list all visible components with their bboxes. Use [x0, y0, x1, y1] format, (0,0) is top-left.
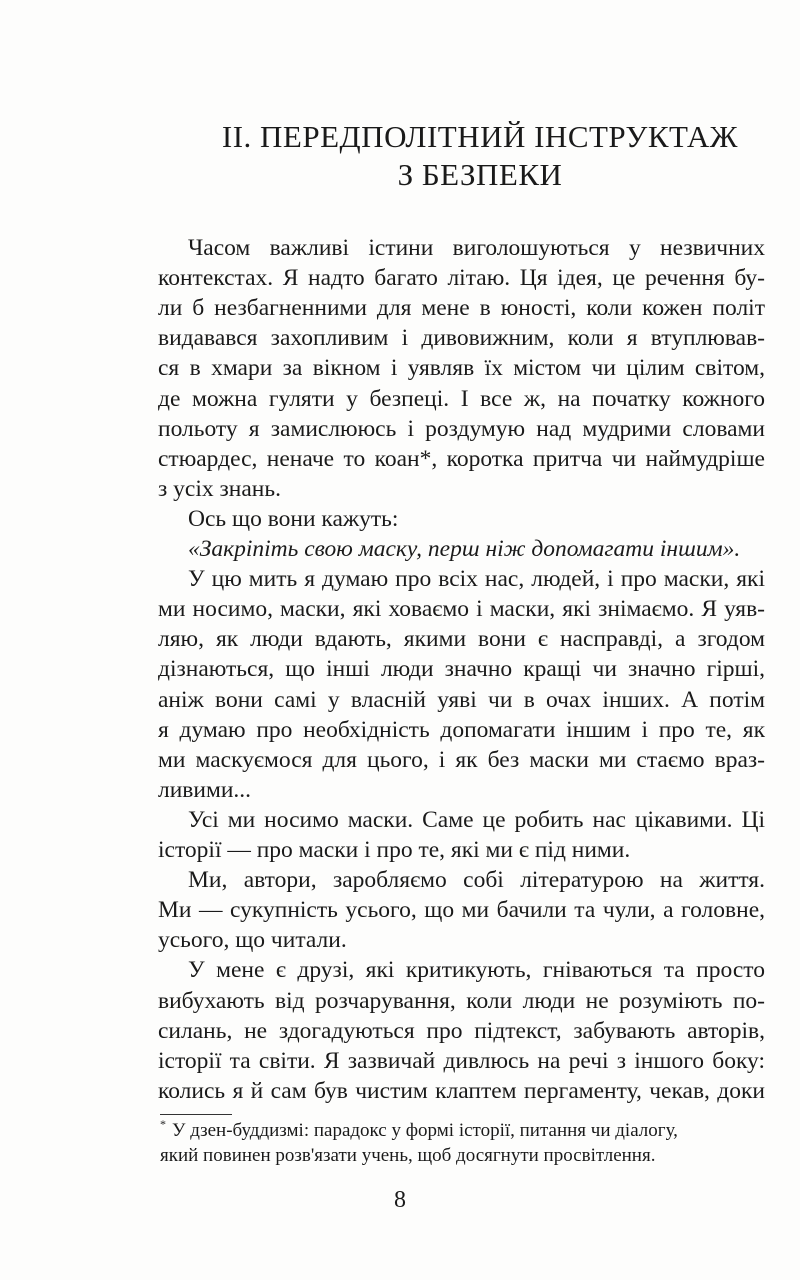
text-line-content: вибухають від розчарування, коли люди не розуміють по- [158, 987, 765, 1014]
text-line [158, 836, 765, 864]
footnote-line [160, 1145, 765, 1167]
text-line-content: Ми, автори, заробляємо собі літературою на життя. [188, 867, 765, 894]
text-line [158, 234, 765, 262]
footnote-text: У дзен-буддизмі: парадокс у формі історії, питання чи діалогу, [172, 1120, 678, 1141]
text-line-content: «Закріпіть свою маску, перш ніж допомагати іншим». [188, 536, 741, 562]
text-line-content: Ми — сукупність усього, що ми бачили та чули, а головне, [158, 897, 765, 924]
text-line-content: польоту я замислююсь і роздумую над мудрими словами [158, 415, 765, 442]
text-line [158, 1077, 765, 1105]
footnote-divider [160, 1114, 232, 1115]
text-line [158, 746, 765, 774]
text-line-content: ливими... [158, 776, 252, 803]
text-line-content: я думаю про необхідність допомагати іншим і про те, як [158, 716, 765, 743]
text-line-content: колись я й сам був чистим клаптем пергаменту, чекав, доки [158, 1077, 765, 1104]
text-line-content: ми маскуємося для цього, і як без маски ми стаємо враз- [158, 746, 765, 773]
text-line [158, 655, 765, 683]
text-line [158, 896, 765, 924]
text-line-content: У мене є друзі, які критикують, гніваються та просто [188, 957, 765, 984]
text-line [158, 415, 765, 443]
text-line [158, 354, 765, 382]
text-line [158, 806, 765, 834]
text-line [158, 987, 765, 1015]
text-line-content: аніж вони самі у власній уяві чи в очах інших. А потім [158, 686, 765, 713]
text-line-content: історії — про маски і про те, які ми є під ними. [158, 837, 631, 863]
text-line [158, 565, 765, 593]
page-number: 8 [394, 1187, 406, 1213]
chapter-title-line-1: II. ПЕРЕДПОЛІТНИЙ ІНСТРУКТАЖ [221, 119, 739, 154]
text-line-content: історії та світи. Я зазвичай дивлюсь на речі з іншого боку: [158, 1047, 765, 1074]
text-line [158, 535, 765, 563]
text-line-content: ся в хмари за вікном і уявляв їх містом чи цілим світом, [158, 355, 765, 382]
text-line-content: ли б незбагненними для мене в юності, коли кожен політ [158, 295, 765, 322]
text-line [158, 776, 765, 804]
text-line-content: усього, що читали. [158, 927, 347, 954]
text-line [158, 866, 765, 894]
text-line-content: контекстах. Я надто багато літаю. Ця ідея, це речення бу- [158, 265, 765, 292]
text-line-content: дізнаються, що інші люди значно кращі чи значно гірші, [158, 656, 765, 683]
text-line [158, 385, 765, 413]
footnote-line [172, 1120, 765, 1142]
text-line [158, 1047, 765, 1075]
text-line-content: Часом важливі істини виголошуються у незвичних [188, 235, 765, 261]
text-line [158, 324, 765, 352]
text-line [158, 716, 765, 744]
text-line [158, 926, 765, 954]
text-line-content: де можна гуляти у безпеці. І все ж, на початку кожного [158, 385, 765, 412]
text-line [158, 505, 765, 533]
text-line [158, 686, 765, 714]
text-line-content: з усіх знань. [158, 475, 281, 502]
text-line-content: ляю, як люди вдають, якими вони є насправді, а згодом [158, 626, 765, 653]
text-line-content: Усі ми носимо маски. Саме це робить нас цікавими. Ці [188, 806, 765, 833]
footnote-text: який повинен розв'язати учень, щоб досягнути просвітлення. [160, 1145, 656, 1166]
text-line-content: силань, не здогадуються про підтекст, забувають авторів, [158, 1017, 765, 1044]
chapter-title-line-2: З БЕЗПЕКИ [397, 157, 563, 192]
text-line [158, 956, 765, 984]
text-line-content: У цю мить я думаю про всіх нас, людей, і про маски, які [188, 566, 765, 593]
text-line-content: видавався захопливим і дивовижним, коли я втуплював- [158, 325, 765, 352]
text-line-content: Ось що вони кажуть: [188, 505, 399, 532]
footnote-marker: * [160, 1117, 166, 1131]
text-line-content: стюардес, неначе то коан*, коротка притча чи наймудріше [158, 445, 765, 472]
text-line [158, 625, 765, 653]
text-line [158, 1017, 765, 1045]
text-line [158, 475, 765, 503]
text-line [158, 264, 765, 292]
text-line [158, 445, 765, 473]
text-line [158, 595, 765, 623]
text-line [158, 294, 765, 322]
text-line-content: ми носимо, маски, які ховаємо і маски, які знімаємо. Я уяв- [158, 596, 765, 623]
